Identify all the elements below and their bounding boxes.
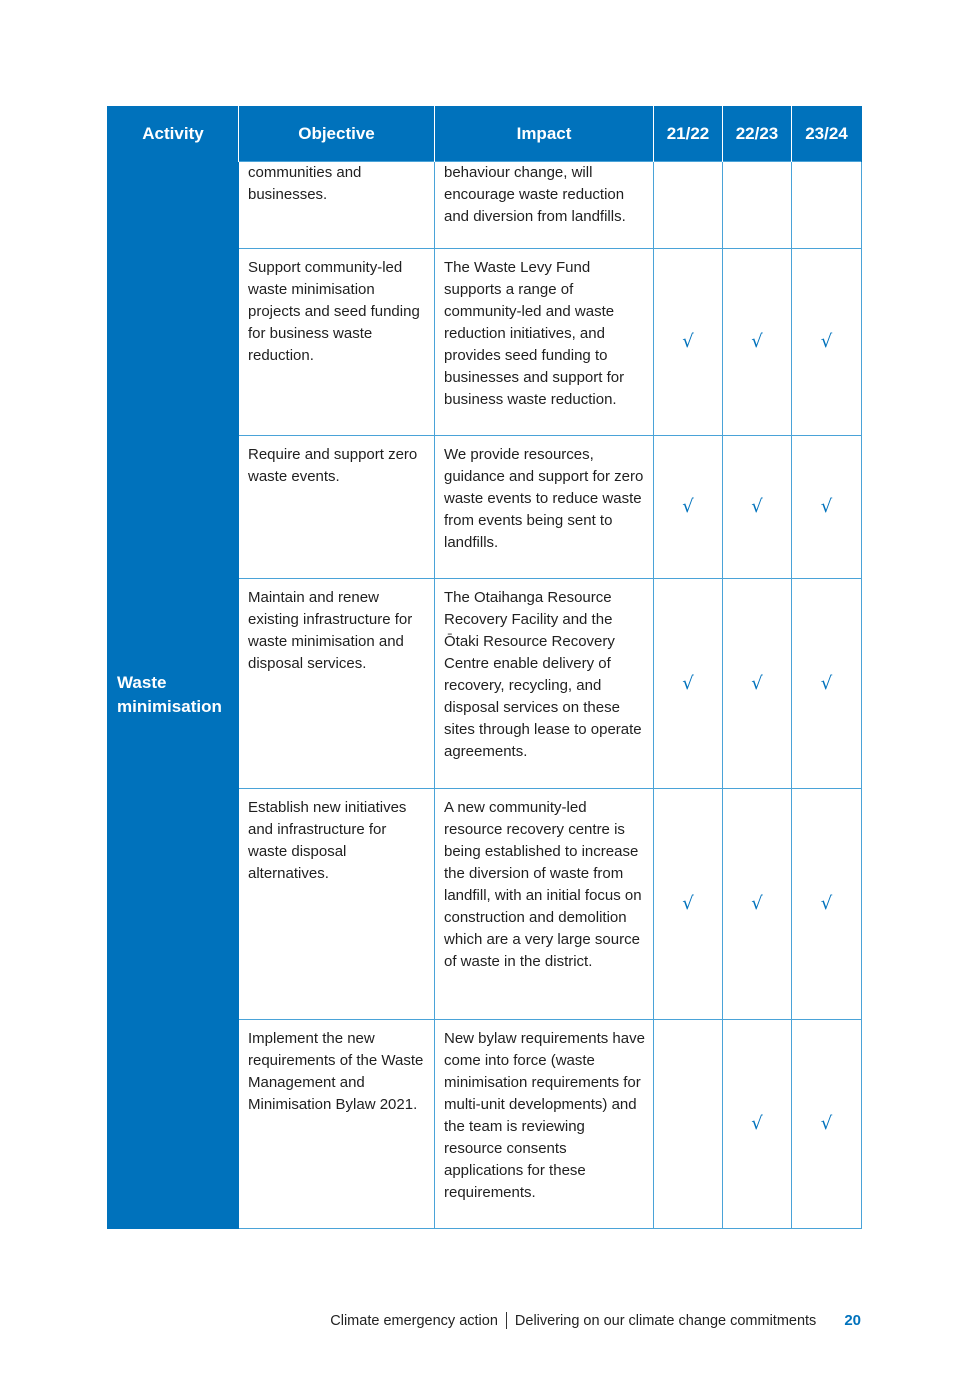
impact-cell: The Waste Levy Fund supports a range of community-led and waste reduction initiatives, and provides seed funding to businesses and support for business waste reduction. — [435, 249, 654, 436]
tick-cell-23-24: √ — [792, 579, 862, 789]
objective-cell: Support community-led waste minimisation projects and seed funding for business waste reduction. — [239, 249, 435, 436]
objective-cell: communities and businesses. — [239, 162, 435, 249]
tick-cell-21-22 — [654, 162, 723, 249]
objective-cell: Require and support zero waste events. — [239, 436, 435, 579]
tick-cell-22-23: √ — [723, 579, 792, 789]
footer-section: Climate emergency action — [330, 1312, 498, 1329]
impact-cell: The Otaihanga Resource Recovery Facility and the Ōtaki Resource Recovery Centre enable delivery of recovery, recycling, and disposal services on these sites through lease to operate agreements. — [435, 579, 654, 789]
tick-cell-21-22: √ — [654, 436, 723, 579]
tick-cell-21-22: √ — [654, 579, 723, 789]
tick-cell-21-22 — [654, 1020, 723, 1229]
impact-cell: We provide resources, guidance and support for zero waste events to reduce waste from events being sent to landfills. — [435, 436, 654, 579]
objective-cell: Establish new initiatives and infrastructure for waste disposal alternatives. — [239, 789, 435, 1020]
header-impact: Impact — [435, 106, 654, 162]
header-year-22-23: 22/23 — [723, 106, 792, 162]
tick-cell-22-23: √ — [723, 789, 792, 1020]
activity-label: Waste minimisation — [108, 162, 239, 1229]
impact-cell: behaviour change, will encourage waste reduction and diversion from landfills. — [435, 162, 654, 249]
table-row — [108, 162, 862, 249]
objective-cell: Implement the new requirements of the Waste Management and Minimisation Bylaw 2021. — [239, 1020, 435, 1229]
header-activity: Activity — [108, 106, 239, 162]
page-number: 20 — [844, 1312, 861, 1329]
tick-cell-21-22: √ — [654, 249, 723, 436]
page-footer — [330, 1312, 861, 1329]
tick-cell-23-24: √ — [792, 249, 862, 436]
tick-cell-22-23 — [723, 162, 792, 249]
footer-title: Delivering on our climate change commitments — [514, 1312, 817, 1329]
tick-cell-22-23: √ — [723, 436, 792, 579]
impact-cell: New bylaw requirements have come into force (waste minimisation requirements for multi-unit developments) and the team is reviewing resource consents applications for these requirements. — [435, 1020, 654, 1229]
table-header-row — [108, 106, 862, 162]
footer-divider — [506, 1312, 507, 1329]
tick-cell-21-22: √ — [654, 789, 723, 1020]
tick-cell-22-23: √ — [723, 1020, 792, 1229]
tick-cell-23-24: √ — [792, 789, 862, 1020]
header-objective: Objective — [239, 106, 435, 162]
header-year-23-24: 23/24 — [792, 106, 862, 162]
header-year-21-22: 21/22 — [654, 106, 723, 162]
waste-minimisation-table — [107, 106, 862, 1229]
impact-cell: A new community-led resource recovery centre is being established to increase the diversion of waste from landfill, with an initial focus on construction and demolition which are a very large source of waste in the district. — [435, 789, 654, 1020]
objective-cell: Maintain and renew existing infrastructure for waste minimisation and disposal services. — [239, 579, 435, 789]
tick-cell-22-23: √ — [723, 249, 792, 436]
tick-cell-23-24 — [792, 162, 862, 249]
tick-cell-23-24: √ — [792, 1020, 862, 1229]
tick-cell-23-24: √ — [792, 436, 862, 579]
